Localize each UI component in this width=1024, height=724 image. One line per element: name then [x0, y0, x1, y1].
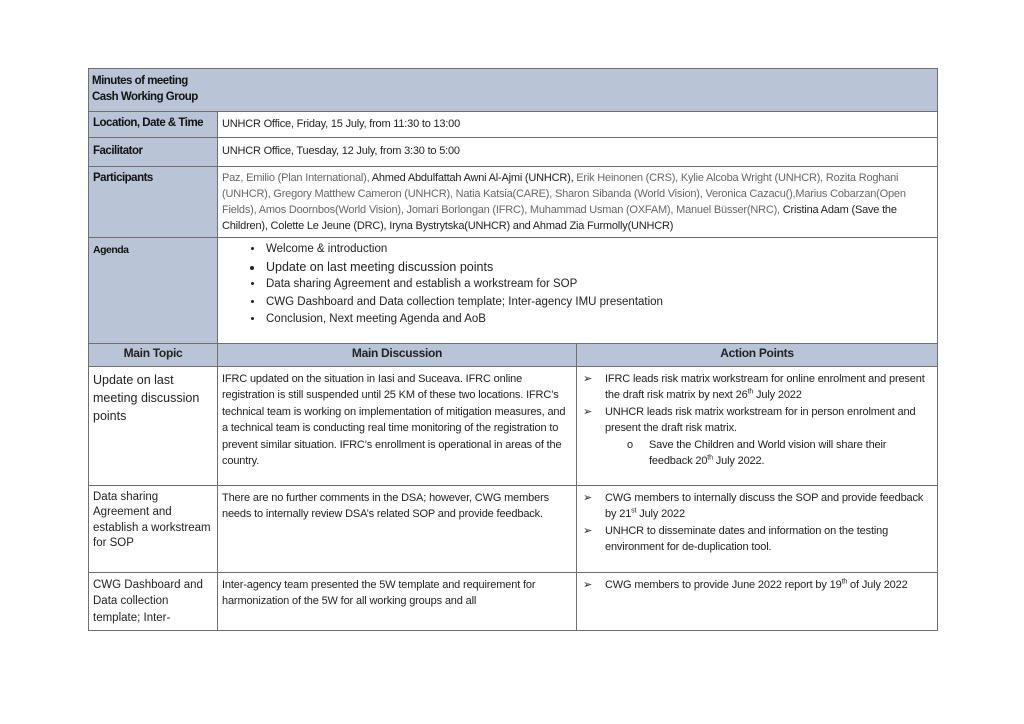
participants-value	[218, 167, 938, 238]
row-discussion: IFRC updated on the situation in Iasi and Suceava. IFRC online registration is still suspended until 25 KM of these two locations. IFRC’s technical team is working on implementation of mitigation measures, and a technical team is conducting real time monitoring of the registration to prevent similar situation. IFRC’s enrollment is operational in areas of the country.	[218, 366, 577, 485]
header-main-discussion: Main Discussion	[218, 343, 577, 366]
agenda-label: Agenda	[89, 238, 218, 344]
column-header-row	[89, 343, 938, 366]
table-row	[89, 572, 938, 631]
action-point	[583, 523, 931, 556]
arrowhead-bullet-icon: ➢	[583, 524, 593, 537]
participant-text-2: Ahmed Abdulfattah Awni Al-Ajmi (UNHCR),	[371, 172, 577, 184]
agenda-item: • Welcome & introduction	[264, 241, 937, 259]
location-value: UNHCR Office, Friday, 15 July, from 11:30 to 13:00	[218, 112, 938, 138]
action-point	[583, 371, 931, 404]
action-text: IFRC leads risk matrix workstream for online enrolment and present the draft risk matrix by next 26	[605, 372, 925, 401]
circle-o-bullet-icon: o	[627, 438, 633, 451]
arrowhead-bullet-icon: ➢	[583, 578, 593, 591]
ordinal-suffix: th	[707, 454, 713, 462]
agenda-item: • Conclusion, Next meeting Agenda and AoB	[264, 311, 937, 329]
header-main-topic: Main Topic	[89, 343, 218, 366]
action-point	[583, 404, 931, 437]
agenda-row	[89, 238, 938, 344]
agenda-item: • Update on last meeting discussion points	[264, 259, 937, 277]
title-line-2: Cash Working Group	[92, 91, 198, 103]
participant-gray-1: Paz, Emilio (Plan International),	[222, 172, 372, 184]
header-action-points: Action Points	[577, 343, 938, 366]
action-text: UNHCR to disseminate dates and information on the testing environment for de-duplication tool.	[605, 524, 889, 553]
table-row	[89, 366, 938, 485]
action-text-end: July 2022	[753, 389, 802, 401]
arrowhead-bullet-icon: ➢	[583, 405, 593, 418]
sub-action-point	[583, 437, 931, 470]
table-row	[89, 485, 938, 572]
title-line-1: Minutes of meeting	[92, 75, 188, 87]
action-point	[583, 490, 931, 523]
row-topic: CWG Dashboard and Data collection template; Inter-	[89, 572, 218, 631]
action-text: CWG members to provide June 2022 report by 19	[605, 578, 842, 591]
agenda-list	[218, 241, 937, 329]
action-text-end: July 2022	[636, 508, 685, 520]
arrowhead-bullet-icon: ➢	[583, 372, 593, 385]
row-actions	[577, 366, 938, 485]
action-text-end: July 2022.	[712, 455, 765, 467]
action-point	[583, 577, 931, 594]
facilitator-label: Facilitator	[89, 138, 218, 167]
minutes-document	[88, 68, 937, 631]
title-row	[89, 69, 938, 112]
facilitator-row	[89, 138, 938, 167]
participants-row	[89, 167, 938, 238]
location-label: Location, Date & Time	[89, 112, 218, 138]
action-text: Save the Children and World vision will share their feedback 20	[649, 438, 887, 467]
action-text-end: of July 2022	[847, 578, 908, 591]
minutes-table	[88, 68, 938, 631]
ordinal-suffix: th	[747, 388, 754, 396]
row-topic: Data sharing Agreement and establish a workstream for SOP	[89, 485, 218, 572]
agenda-item: • Data sharing Agreement and establish a workstream for SOP	[264, 276, 937, 294]
participant-gray-3: Erik Heinonen (CRS), Kylie Alcoba Wright (UNHCR), Rozita Roghani (UNHCR), Gregory Matthew Cameron (UNHCR), Natia Katsia(CARE), Sharon Sibanda (World Vision), Veronica Cazacu(),Marius Cobarzan(Open Fields), Amos Doornbos(World Vision), Jomari Borlongan (IFRC), Muhammad Usman (OXFAM),	[222, 172, 906, 216]
arrowhead-bullet-icon: ➢	[583, 491, 593, 504]
ordinal-suffix: th	[841, 577, 848, 585]
location-row	[89, 112, 938, 138]
participants-label: Participants	[89, 167, 218, 238]
ordinal-suffix: st	[631, 507, 637, 515]
participant-gray-4: Manuel Büsser(NRC),	[676, 204, 783, 216]
action-text: CWG members to internally discuss the SOP and provide feedback by 21	[605, 491, 924, 520]
row-discussion: Inter-agency team presented the 5W template and requirement for harmonization of the 5W for all working groups and all	[218, 572, 577, 631]
row-topic: Update on last meeting discussion points	[89, 366, 218, 485]
agenda-cell	[218, 238, 938, 344]
document-title	[89, 69, 938, 112]
row-actions	[577, 572, 938, 631]
agenda-item: • CWG Dashboard and Data collection template; Inter-agency IMU presentation	[264, 294, 937, 312]
action-text: UNHCR leads risk matrix workstream for in person enrolment and present the draft risk matrix.	[605, 405, 916, 434]
row-discussion: There are no further comments in the DSA; however, CWG members needs to internally review DSA’s related SOP and provide feedback.	[218, 485, 577, 572]
facilitator-value: UNHCR Office, Tuesday, 12 July, from 3:30 to 5:00	[218, 138, 938, 167]
row-actions	[577, 485, 938, 572]
participant-text-5: Cristina Adam (Save the Children), Colette Le Jeune (DRC), Iryna Bystrytska(UNHCR) and Ahmad Zia Furmolly(UNHCR)	[222, 204, 897, 232]
